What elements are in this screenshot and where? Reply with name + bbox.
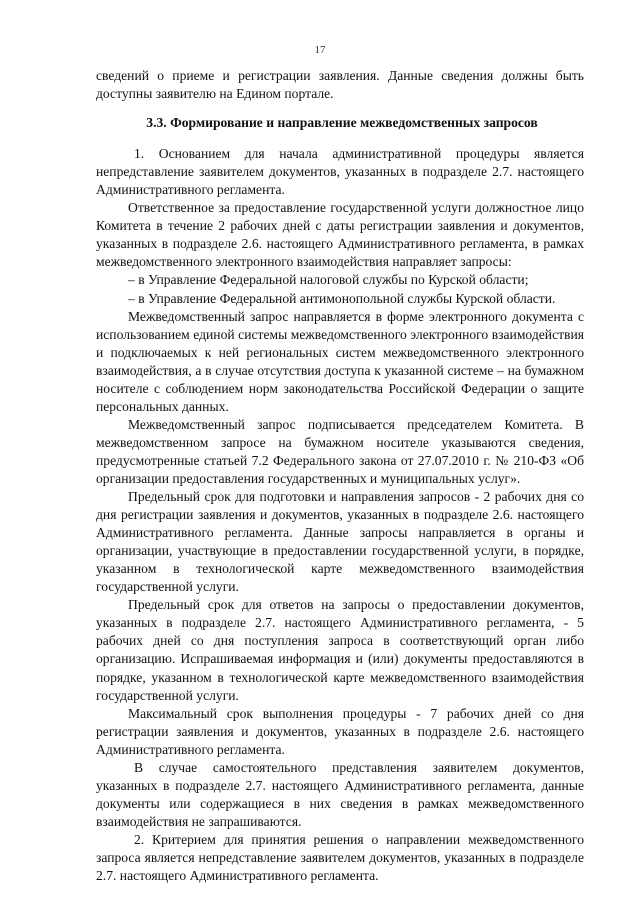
document-body xyxy=(96,67,584,885)
paragraph-basis: 1. Основанием для начала административной процедуры является непредставление заявителем документов, указанных в подразделе 2.7. настоящего Административного регламента. xyxy=(96,146,584,198)
paragraph-criterion: 2. Критерием для принятия решения о направлении межведомственного запроса является непредставление заявителем документов, указанных в подразделе 2.7. настоящего Административного регламента. xyxy=(96,831,584,884)
paragraph-deadline-answers: Предельный срок для ответов на запросы о предоставлении документов, указанных в подразделе 2.7. настоящего Административного регламента, - 5 рабочих дней со дня поступления запроса в соответствующий орган либо организацию. Испрашиваемая информация и (или) документы предоставляются в порядке, указанном в технологической карте межведомственного взаимодействия государственной услуги. xyxy=(96,597,584,703)
page-number: 17 xyxy=(314,44,326,56)
list-item-antimonopoly: – в Управление Федеральной антимонопольной службы Курской области. xyxy=(128,290,556,306)
paragraph-responsible: Ответственное за предоставление государственной услуги должностное лицо Комитета в течение 2 рабочих дней с даты регистрации заявления и документов, указанных в подразделе 2.6. настоящего Административного регламента, в рамках межведомственного электронного взаимодействия направляет запросы: xyxy=(96,200,584,270)
paragraph-max-term: Максимальный срок выполнения процедуры - 7 рабочих дней со дня регистрации заявления и документов, указанных в подразделе 2.6. настоящего Административного регламента. xyxy=(96,705,584,757)
paragraph-signature: Межведомственный запрос подписывается председателем Комитета. В межведомственном запросе на бумажном носителе указываются сведения, предусмотренные статьей 7.2 Федерального закона от 27.07.2010 г. № 210-ФЗ «Об организации предоставления государственных и муниципальных услуг». xyxy=(96,416,584,486)
list-item-tax: – в Управление Федеральной налоговой службы по Курской области; xyxy=(128,272,529,288)
intro-paragraph: сведений о приеме и регистрации заявления. Данные сведения должны быть доступны заявителю на Едином портале. xyxy=(96,68,584,102)
paragraph-self-submission: В случае самостоятельного представления заявителем документов, указанных в подразделе 2.7. настоящего Административного регламента, данные документы или содержащиеся в них сведения в рамках межведомственного взаимодействия не запрашиваются. xyxy=(96,759,584,829)
paragraph-electronic-form: Межведомственный запрос направляется в форме электронного документа с использованием единой системы межведомственного электронного взаимодействия и подключаемых к ней региональных систем межведомственного электронного взаимодействия, а в случае отсутствия доступа к указанной системе – на бумажном носителе с соблюдением норм законодательства Российской Федерации о защите персональных данных. xyxy=(96,308,584,414)
paragraph-deadline-requests: Предельный срок для подготовки и направления запросов - 2 рабочих дня со дня регистрации заявления и документов, указанных в подразделе 2.6. настоящего Административного регламента. Данные запросы направляется в органы и организации, участвующие в предоставлении государственной услуги, в порядке, указанном в технологической карте межведомственного взаимодействия государственной услуги. xyxy=(96,489,584,595)
section-heading: 3.3. Формирование и направление межведомственных запросов xyxy=(146,115,538,131)
